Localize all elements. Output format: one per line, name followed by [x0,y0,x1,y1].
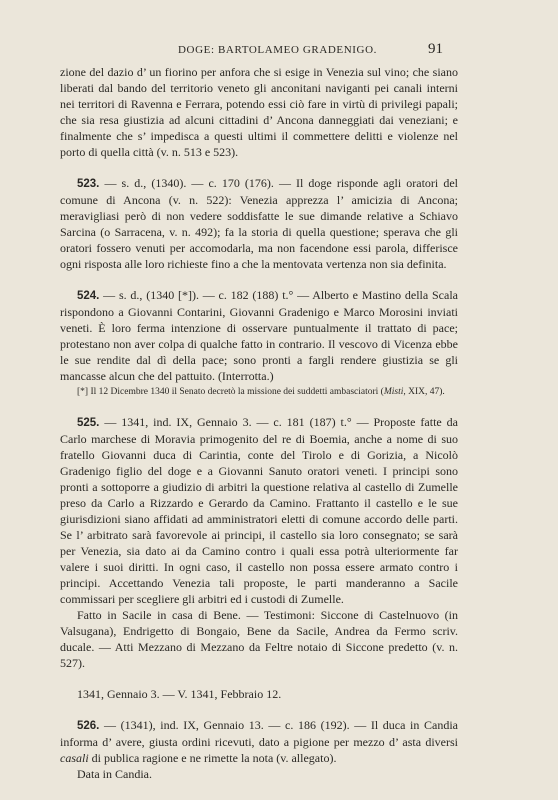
page-number: 91 [428,41,443,57]
entry-number: 523. [77,178,100,190]
continued-paragraph: zione del dazio d’ un fiorino per anfora che si esige in Venezia sul vino; che siano liberati dal bando del territorio veneto gli anconitani naviganti pei canali interni nei territori di Ravenna e Ferrara, potendo essi ciò fare in virtù di privilegi papali; che sia resa giustizia ad alcuni cittadini d’ Ancona danneggiati dai veneziani; e finalmente che s’ impedisca a questi ultimi il commettere delitti e violenze nel porto di quella città (v. n. 513 e 523). [60,65,458,159]
entry-text: — (1341), ind. IX, Gennaio 13. — c. 186 (192). — Il duca in Candia informa d’ avere, giusta ordini ricevuti, dato a pigione per mezzo d’ asta diversi [60,718,458,749]
entry-number: 525. [77,417,100,429]
entry-524 [60,287,458,384]
body-text [60,64,458,782]
footnote [60,385,458,399]
entry-text: — s. d., (1340). — c. 170 (176). — Il doge risponde agli oratori del comune di Ancona (v. n. 522): Venezia apprezza l’ amicizia di Ancona; meravigliasi però di non vedere soddisfatte le sue dimande relative a Schiavo Sarcina (o Sarracena, v. n. 492); fa la storia di quella questione; sperava che gli oratori fossero venuti per accomodarla, ma non facendone essi parola, differisce ogni risposta alle loro richieste fino a che la mentovata vertenza non sia definita. [60,176,458,271]
footnote-text: [*] Il 12 Dicembre 1340 il Senato decretò la missione dei suddetti ambasciatori ( [77,387,384,397]
entry-526 [60,717,458,766]
footnote-source: Misti [383,387,404,397]
entry-text: — s. d., (1340 [*]). — c. 182 (188) t.° — Alberto e Mastino della Scala rispondono a Giovanni Contarini, Giovanni Gradenigo e Marco Morosini inviati veneti. È loro ferma intenzione di osservare puntualmente il trattato di pace; protestano non aver colpa di qualche fatto in contrario. Il vescovo di Vicenza ebbe le sue rendite dal dì della pace; sono pronti a fargli rendere giustizia se gli mancasse alcun che del pattuito. (Interrotta.) [60,288,458,383]
footnote-end: , XIX, 47). [403,387,445,397]
entry-number: 524. [77,290,100,302]
entry-data-line: Data in Candia. [77,767,152,781]
entry-text: — 1341, ind. IX, Gennaio 3. — c. 181 (187) t.° — Proposte fatte da Carlo marchese di Moravia primogenito del re di Boemia, anche a nome di suo fratello Giovanni duca di Carintia, conte del Tirolo e di Gorizia, a Nicolò Gradenigo figlio del doge e a Giovanni Sanuto oratori veneti. I principi sono pronti a sottoporre a giudizio di arbitri la questione relativa al castello di Zumelle preso da Carlo a Rizzardo e Gerardo da Camino. Frattanto il castello e le sue giurisdizioni siano affidati ad amministratori eletti di comune accordo delle parti. Se l’ arbitrato sarà favorevole ai principi, il castello sia loro consegnato; se sarà per Venezia, sia dato ai da Camino contro i quali essa potrà ulteriormente far valere i suoi diritti. In ogni caso, il castello non possa essere armato contro i principi. Accettando Venezia tali proposte, le parti manderanno a Sacile commissari per scegliere gli arbitri ed i custodi di Zumelle. [60,415,458,606]
entry-data-line: Fatto in Sacile in casa di Bene. — Testimoni: Siccone di Castelnuovo (in Valsugana), Endrigetto di Bongaio, Bene da Sacile, Andrea da Fermo scriv. ducale. — Atti Mezzano di Mezzano da Feltre notaio di Siccone predetto (v. n. 527). [60,608,458,670]
dating-line: 1341, Gennaio 3. — V. 1341, Febbraio 12. [77,687,282,701]
entry-text-end: di publica ragione e ne rimette la nota (v. allegato). [88,751,337,765]
running-head: DOGE: BARTOLAMEO GRADENIGO. [178,44,377,56]
entry-525 [60,414,458,607]
entry-523 [60,175,458,272]
page-header [0,41,558,60]
entry-italic-term: casali [60,751,89,765]
entry-number: 526. [77,720,100,732]
